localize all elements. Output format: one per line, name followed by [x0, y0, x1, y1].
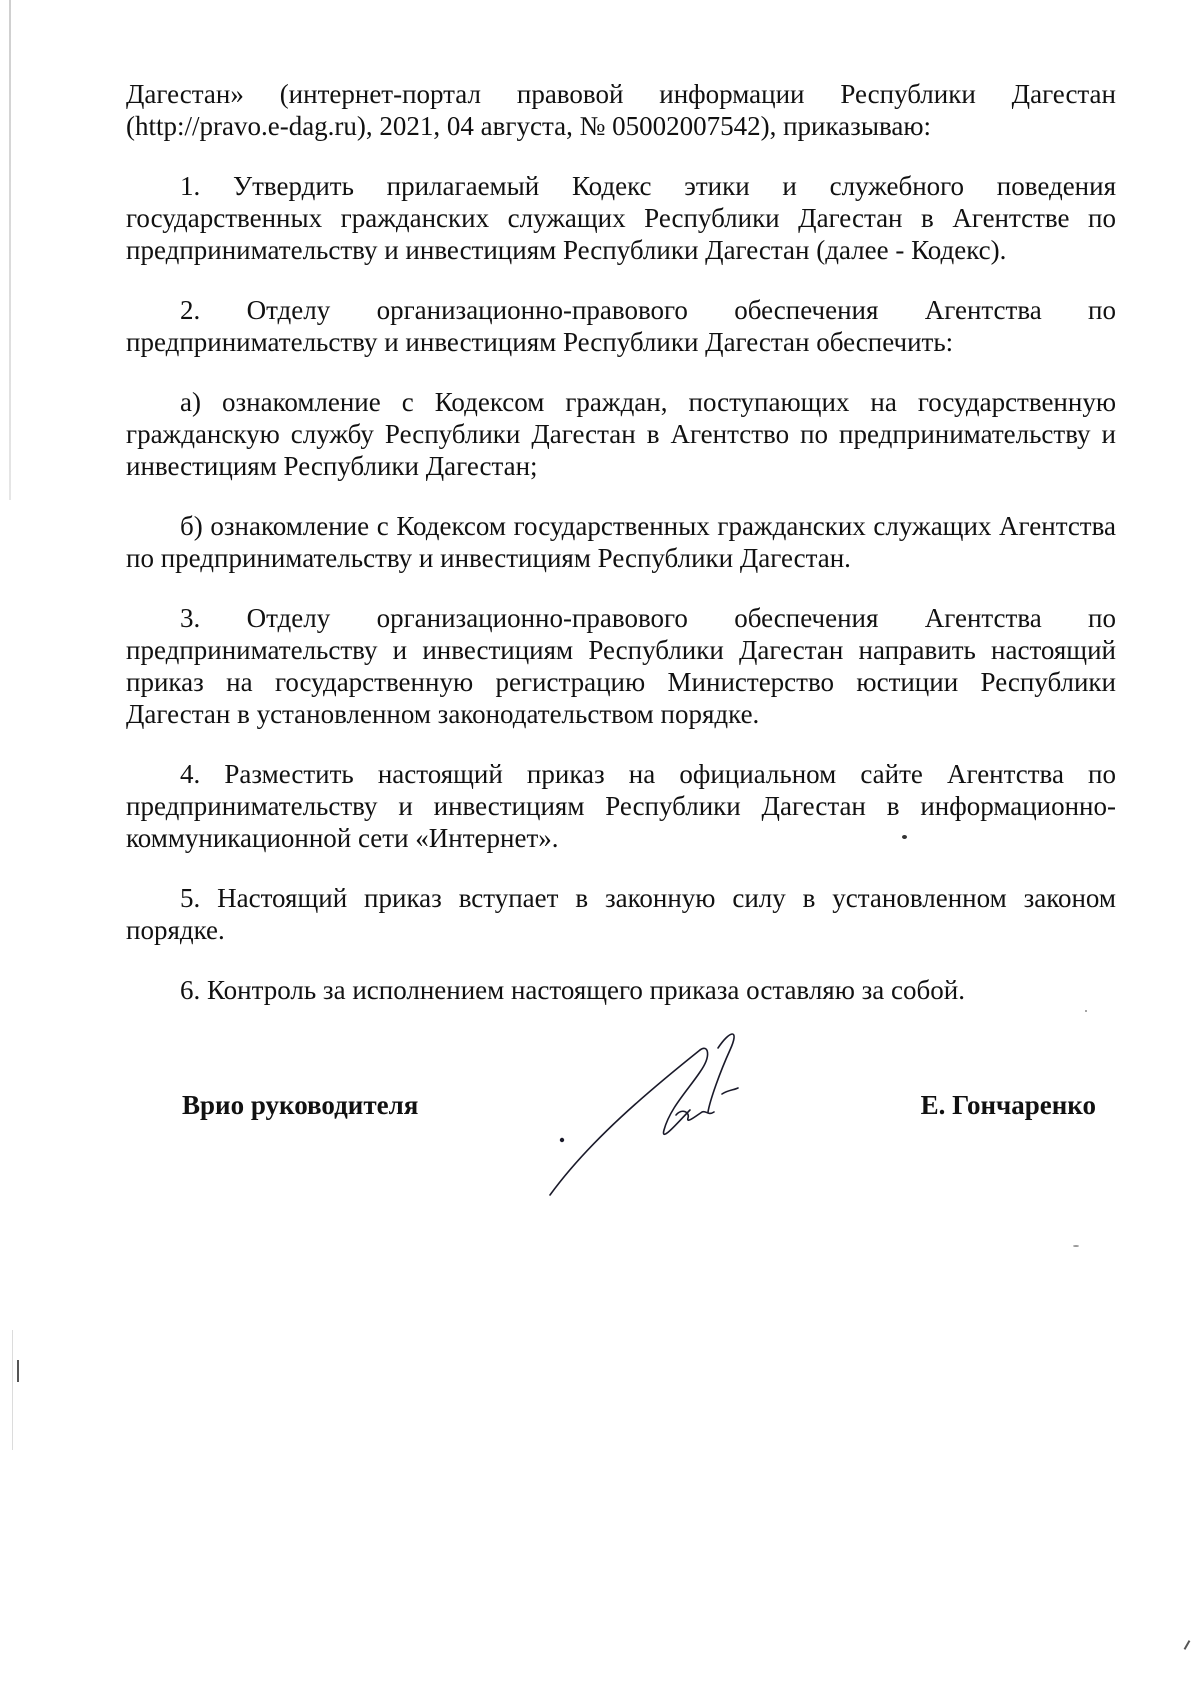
- ink-speck: [1073, 1245, 1079, 1247]
- paragraph-item-3: 3. Отделу организационно-правового обеспечения Агентства по предпринимательству и инвестициям Республики Дагестан направить настоящий приказ на государственную регистрацию Министерство юстиции Республики Дагестан в установленном законодательством порядке.: [126, 603, 1116, 729]
- signatory-role: Врио руководителя: [182, 1090, 419, 1120]
- paragraph-item-4: 4. Разместить настоящий приказ на официальном сайте Агентства по предпринимательству и инвестициям Республики Дагестан в информационно-коммуникационной сети «Интернет».: [126, 759, 1116, 853]
- signature-block: [0, 1080, 1200, 1220]
- ink-speck: [1085, 1010, 1087, 1012]
- scan-edge-line: [9, 0, 11, 500]
- paragraph-item-1: 1. Утвердить прилагаемый Кодекс этики и служебного поведения государственных гражданских служащих Республики Дагестан в Агентстве по предпринимательству и инвестициям Республики Дагестан (далее - Кодекс).: [126, 171, 1116, 265]
- paragraph-item-2a: а) ознакомление с Кодексом граждан, поступающих на государственную гражданскую службу Республики Дагестан в Агентство по предпринимательству и инвестициям Республики Дагестан;: [126, 387, 1116, 481]
- scan-edge-line-lower: [12, 1330, 13, 1450]
- ink-speck: [902, 835, 907, 839]
- document-body: [126, 78, 1116, 1034]
- paragraph-item-2b: б) ознакомление с Кодексом государственных гражданских служащих Агентства по предпринимательству и инвестициям Республики Дагестан.: [126, 511, 1116, 573]
- paragraph-intro: Дагестан» (интернет-портал правовой информации Республики Дагестан (http://pravo.e-dag.ru), 2021, 04 августа, № 05002007542), приказываю:: [126, 79, 1116, 141]
- handwritten-signature-icon: [540, 1020, 780, 1210]
- scan-mark-right: [1184, 1640, 1191, 1650]
- paragraph-item-6: 6. Контроль за исполнением настоящего приказа оставляю за собой.: [180, 975, 965, 1005]
- paragraph-item-5: 5. Настоящий приказ вступает в законную силу в установленном законом порядке.: [126, 883, 1116, 945]
- scan-mark: [17, 1360, 19, 1382]
- paragraph-item-2: 2. Отделу организационно-правового обеспечения Агентства по предпринимательству и инвестициям Республики Дагестан обеспечить:: [126, 295, 1116, 357]
- signatory-name: Е. Гончаренко: [920, 1090, 1096, 1120]
